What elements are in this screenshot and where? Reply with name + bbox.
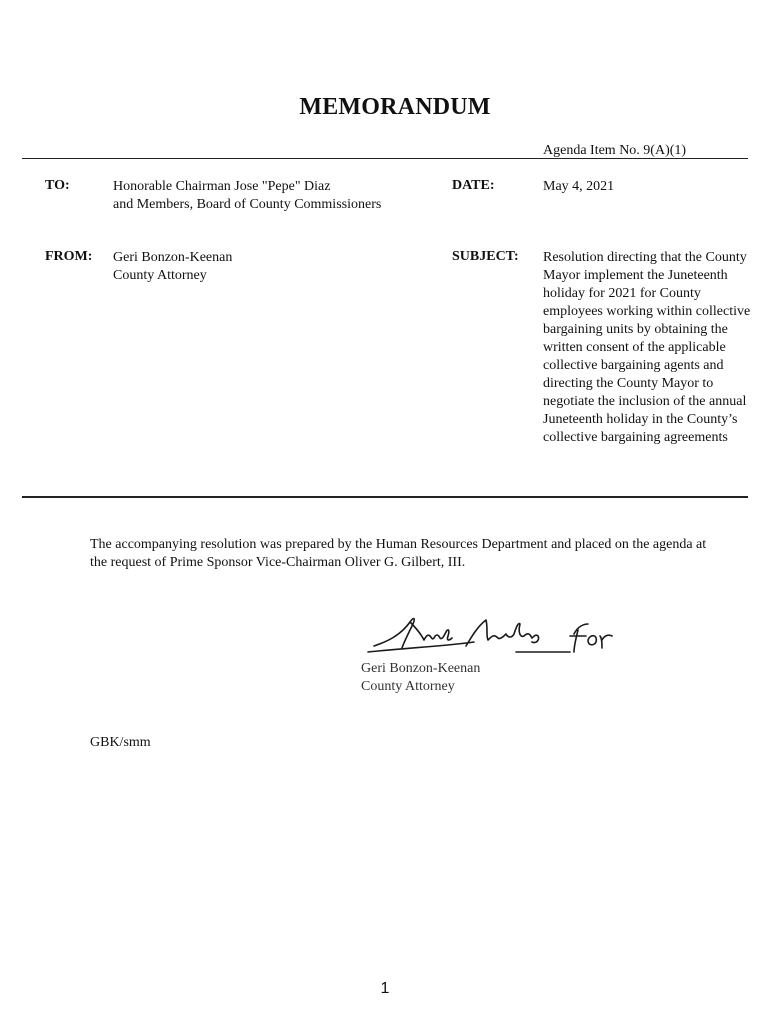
body-paragraph: The accompanying resolution was prepared by the Human Resources Department and placed on the agenda at the request of Prime Sponsor Vice-Chairman Oliver G. Gilbert, III.	[90, 537, 707, 570]
header-top-rule	[22, 158, 748, 159]
date-label: DATE:	[452, 178, 495, 193]
to-label: TO:	[45, 178, 70, 193]
page-number: 1	[380, 980, 390, 997]
from-line-1: Geri Bonzon-Keenan	[113, 250, 233, 265]
from-line-2: County Attorney	[113, 268, 207, 283]
to-recipient	[113, 178, 381, 214]
from-label: FROM:	[45, 249, 93, 264]
subject-label: SUBJECT:	[452, 249, 519, 264]
signatory-title: County Attorney	[361, 679, 455, 694]
to-line-2: and Members, Board of County Commissioners	[113, 197, 382, 212]
date-value: May 4, 2021	[543, 179, 615, 194]
signatory-name: Geri Bonzon-Keenan	[361, 661, 481, 676]
subject-value: Resolution directing that the County Mayor implement the Juneteenth holiday for 2021 for County employees working within collective bargaining units by obtaining the written consent of the applicable collective bargaining agents and directing the County Mayor to negotiate the inclusion of the annual Juneteenth holiday in the County’s collective bargaining agreements	[543, 250, 751, 445]
header-bottom-rule	[22, 496, 748, 498]
typist-initials: GBK/smm	[90, 735, 151, 750]
from-sender	[113, 249, 232, 285]
agenda-item-number: Agenda Item No. 9(A)(1)	[543, 143, 687, 158]
to-line-1: Honorable Chairman Jose "Pepe" Diaz	[113, 179, 331, 194]
memo-title: MEMORANDUM	[299, 94, 491, 120]
signature-block	[361, 660, 480, 696]
